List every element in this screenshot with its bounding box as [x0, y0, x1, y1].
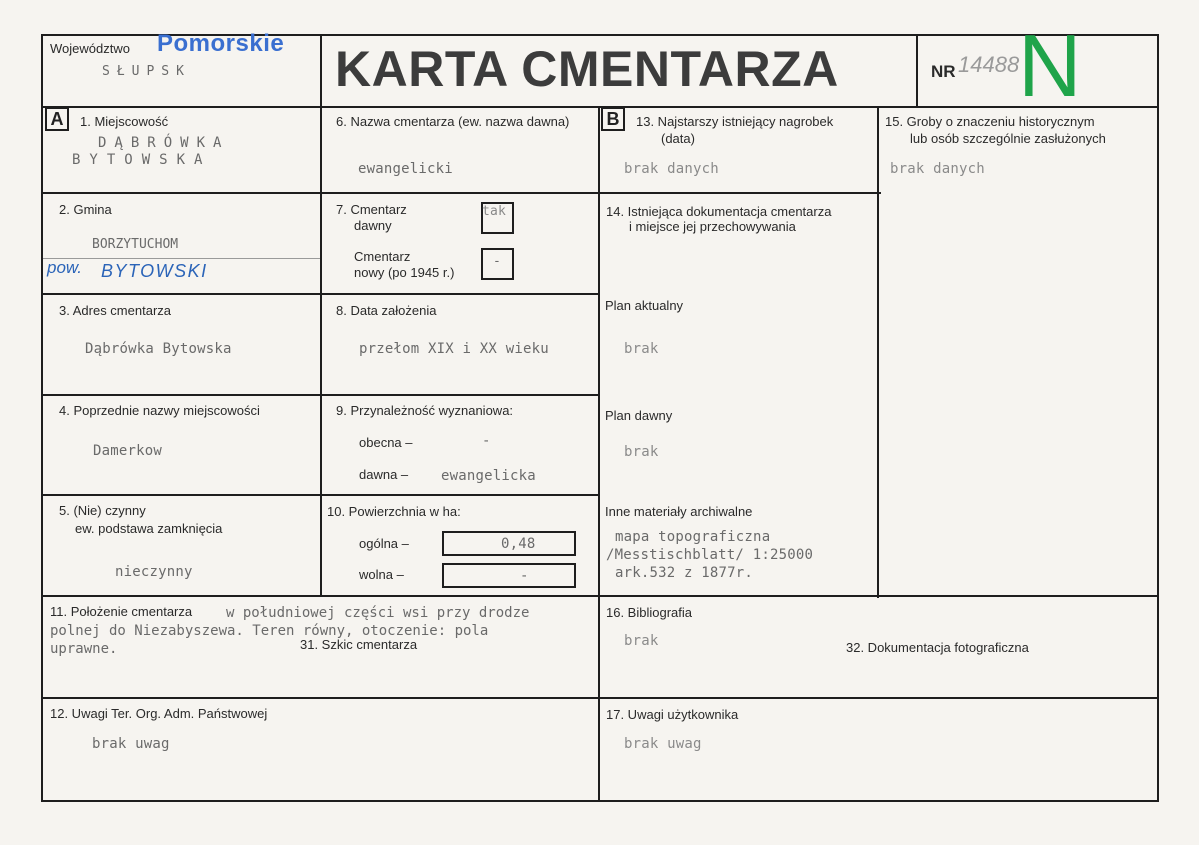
- outer-border-bottom: [41, 800, 1159, 802]
- wojewodztwo-stamp: Pomorskie: [157, 30, 285, 57]
- nr-value: 14488: [958, 52, 1020, 77]
- row-divider-5: [41, 595, 1159, 597]
- powiat-value: BYTOWSKI: [101, 261, 208, 281]
- field-10-wolna-box: [442, 563, 576, 588]
- row-divider-1: [41, 192, 881, 194]
- field-12-value: brak uwag: [92, 736, 170, 752]
- field-10-ogolna-value: 0,48: [501, 536, 536, 552]
- row-divider-6: [41, 697, 1159, 699]
- field-7-nowy-label-1: Cmentarz: [354, 249, 411, 264]
- row-divider-4: [41, 494, 599, 496]
- field-11-text-2: polnej do Niezabyszewa. Teren równy, otoczenie: pola: [50, 623, 489, 639]
- nr-mark: N: [1018, 16, 1082, 115]
- field-4-label: 4. Poprzednie nazwy miejscowości: [59, 403, 260, 418]
- row-divider-3: [41, 394, 599, 396]
- wojewodztwo-label: Województwo: [50, 41, 130, 56]
- outer-border-right: [1157, 34, 1159, 802]
- field-14-label-2: i miejsce jej przechowywania: [629, 219, 796, 234]
- column-divider-15: [877, 106, 879, 598]
- field-32-label: 32. Dokumentacja fotograficzna: [846, 640, 1029, 655]
- field-10-wolna-label: wolna –: [359, 567, 404, 582]
- gmina-underline: [43, 258, 320, 259]
- field-7-nowy-value: -: [493, 254, 502, 269]
- plan-aktualny-label: Plan aktualny: [605, 298, 684, 313]
- field-7-dawny-value: tak: [482, 204, 507, 219]
- field-17-value: brak uwag: [624, 736, 702, 752]
- field-5-value: nieczynny: [115, 564, 193, 580]
- wojewodztwo-typed: SŁUPSK: [102, 64, 191, 79]
- field-4-value: Damerkow: [93, 443, 163, 459]
- field-1-line2: BYTOWSKA: [72, 152, 212, 168]
- inne-materialy-label: Inne materiały archiwalne: [605, 504, 753, 519]
- header-divider: [41, 106, 1159, 108]
- field-9-dawna-label: dawna –: [359, 467, 409, 482]
- field-3-value: Dąbrówka Bytowska: [85, 341, 232, 357]
- field-15-label-1: 15. Groby o znaczeniu historycznym: [885, 114, 1095, 129]
- nr-label: NR: [931, 62, 956, 81]
- section-b-tag: B: [601, 107, 625, 131]
- title-right-divider: [916, 34, 918, 108]
- field-15-value: brak danych: [890, 161, 985, 177]
- field-10-label: 10. Powierzchnia w ha:: [327, 504, 461, 519]
- plan-dawny-label: Plan dawny: [605, 408, 673, 423]
- field-9-dawna-value: ewangelicka: [441, 468, 536, 484]
- inne-materialy-line2: /Messtischblatt/ 1:25000: [606, 547, 814, 563]
- field-6-value: ewangelicki: [358, 161, 453, 177]
- field-13-value: brak danych: [624, 161, 719, 177]
- row-divider-2: [41, 293, 599, 295]
- field-13-label-2: (data): [661, 131, 695, 146]
- field-9-label: 9. Przynależność wyznaniowa:: [336, 403, 514, 418]
- field-13-label-1: 13. Najstarszy istniejący nagrobek: [636, 114, 834, 129]
- plan-aktualny-value: brak: [624, 341, 659, 357]
- field-7-dawny-label-2: dawny: [354, 218, 392, 233]
- plan-dawny-value: brak: [624, 444, 659, 460]
- field-17-label: 17. Uwagi użytkownika: [606, 707, 739, 722]
- field-8-label: 8. Data założenia: [336, 303, 437, 318]
- field-11-text-3: uprawne.: [50, 641, 118, 657]
- field-12-label: 12. Uwagi Ter. Org. Adm. Państwowej: [50, 706, 268, 721]
- field-5-label-1: 5. (Nie) czynny: [59, 503, 146, 518]
- field-2-label: 2. Gmina: [59, 202, 112, 217]
- field-10-wolna-value: -: [520, 568, 529, 584]
- powiat-prefix: pow.: [47, 258, 82, 277]
- field-1-line1: DĄBRÓWKA: [98, 135, 230, 151]
- field-6-label: 6. Nazwa cmentarza (ew. nazwa dawna): [336, 114, 570, 129]
- field-3-label: 3. Adres cmentarza: [59, 303, 171, 318]
- field-16-value: brak: [624, 633, 659, 649]
- field-10-ogolna-label: ogólna –: [359, 536, 409, 551]
- outer-border-left: [41, 34, 43, 802]
- field-1-label: 1. Miejscowość: [80, 114, 169, 129]
- field-31-label: 31. Szkic cmentarza: [300, 637, 418, 652]
- field-9-obecna-value: -: [482, 433, 491, 449]
- field-16-label: 16. Bibliografia: [606, 605, 692, 620]
- title-left-divider: [320, 34, 322, 596]
- card-title: KARTA CMENTARZA: [335, 41, 839, 97]
- inne-materialy-line1: mapa topograficzna: [615, 529, 771, 545]
- field-15-label-2: lub osób szczególnie zasłużonych: [910, 131, 1106, 146]
- field-5-label-2: ew. podstawa zamknięcia: [75, 521, 223, 536]
- inne-materialy-line3: ark.532 z 1877r.: [615, 565, 754, 581]
- field-11-text-1: w południowej części wsi przy drodze: [226, 605, 530, 621]
- section-a-tag: A: [45, 107, 69, 131]
- field-11-label: 11. Położenie cmentarza: [50, 604, 193, 619]
- field-14-label-1: 14. Istniejąca dokumentacja cmentarza: [606, 204, 832, 219]
- field-9-obecna-label: obecna –: [359, 435, 413, 450]
- field-2-value: BORZYTUCHOM: [92, 237, 179, 252]
- field-8-value: przełom XIX i XX wieku: [359, 341, 549, 357]
- field-7-dawny-label-1: 7. Cmentarz: [336, 202, 407, 217]
- field-7-nowy-label-2: nowy (po 1945 r.): [354, 265, 455, 280]
